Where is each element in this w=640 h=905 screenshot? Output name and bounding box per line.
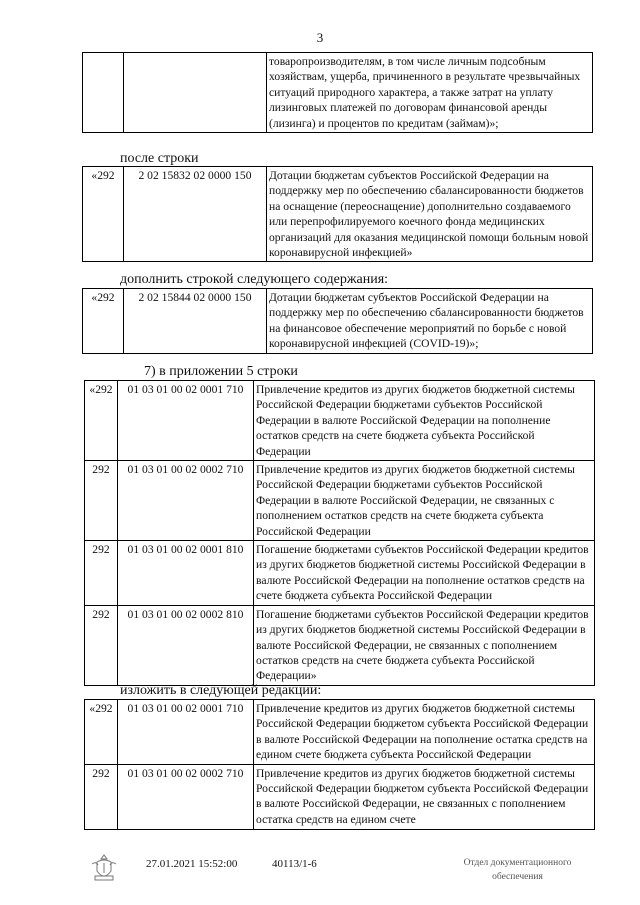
- admin-code-cell: «292: [85, 381, 118, 461]
- codes-table-new-row: [82, 288, 593, 354]
- table-body: [85, 700, 595, 830]
- source-code-cell: 01 03 01 00 02 0001 710: [118, 381, 254, 461]
- description-cell: Привлечение кредитов из других бюджетов бюджетной системы Российской Федерации бюджетами субъектов Российской Федерации в валюте Российской Федерации на пополнение остатков средств на счете бюджета субъекта Российской Федерации: [254, 381, 595, 461]
- admin-code-cell: «292: [85, 700, 118, 765]
- codes-table-continued: [82, 52, 593, 133]
- footer-datetime: 27.01.2021 15:52:00: [146, 858, 238, 870]
- description-cell: Погашение бюджетами субъектов Российской Федерации кредитов из других бюджетов бюджетной системы Российской Федерации в валюте Российской Федерации на пополнение остатков средств на счете бюджета субъекта Российской Федерации: [254, 541, 595, 606]
- admin-code-cell: 292: [85, 461, 118, 541]
- admin-code-cell: [83, 53, 124, 133]
- table-row: [85, 605, 595, 685]
- coat-of-arms-icon: [88, 852, 120, 884]
- description-cell: Дотации бюджетам субъектов Российской Федерации на поддержку мер по обеспечению сбалансированности бюджетов на финансовое обеспечение мероприятий по борьбе с новой коронавирусной инфекцией (COVID-19)»;: [267, 289, 593, 354]
- table-row: [83, 53, 593, 133]
- admin-code-cell: 292: [85, 605, 118, 685]
- source-code-cell: 01 03 01 00 02 0001 710: [118, 700, 254, 765]
- table-row: [85, 764, 595, 829]
- description-cell: Привлечение кредитов из других бюджетов бюджетной системы Российской Федерации бюджетами субъектов Российской Федерации в валюте Российской Федерации, не связанных с пополнением остатков средств на счете бюджета субъекта Российской Федерации: [254, 461, 595, 541]
- description-cell: товаропроизводителям, в том числе личным подсобным хозяйствам, ущерба, причиненного в результате чрезвычайных ситуаций природного характера, а также затрат на уплату лизинговых платежей по договорам финансовой аренды (лизинга) и процентов по кредитам (займам)»;: [267, 53, 593, 133]
- description-cell: Привлечение кредитов из других бюджетов бюджетной системы Российской Федерации бюджетом субъекта Российской Федерации в валюте Российской Федерации на пополнение остатка средств на едином счете бюджета субъекта Российской Федерации: [254, 700, 595, 765]
- description-cell: Привлечение кредитов из других бюджетов бюджетной системы Российской Федерации бюджетом субъекта Российской Федерации в валюте Российской Федерации, не связанных с пополнением остатка средств на едином счете: [254, 764, 595, 829]
- admin-code-cell: 292: [85, 764, 118, 829]
- table-body: [83, 53, 593, 133]
- instruction-new-wording: изложить в следующей редакции:: [120, 683, 322, 698]
- instruction-appendix-5: 7) в приложении 5 строки: [144, 364, 298, 379]
- admin-code-cell: 292: [85, 541, 118, 606]
- table-row: [85, 541, 595, 606]
- source-code-cell: 01 03 01 00 02 0002 710: [118, 461, 254, 541]
- source-code-cell: 01 03 01 00 02 0001 810: [118, 541, 254, 606]
- appendix-5-old-rows: [84, 380, 595, 686]
- footer-doc-number: 40113/1-6: [272, 858, 317, 870]
- appendix-5-new-rows: [84, 699, 595, 830]
- table-row: [85, 461, 595, 541]
- description-cell: Погашение бюджетами субъектов Российской Федерации кредитов из других бюджетов бюджетной системы Российской Федерации в валюте Российской Федерации, не связанных с пополнением остатков средств на счете бюджета субъекта Российской Федерации»: [254, 605, 595, 685]
- budget-code-cell: 2 02 15832 02 0000 150: [124, 167, 267, 262]
- budget-code-cell: 2 02 15844 02 0000 150: [124, 289, 267, 354]
- table-row: [85, 381, 595, 461]
- description-cell: Дотации бюджетам субъектов Российской Федерации на поддержку мер по обеспечению сбалансированности бюджетов на оснащение (переоснащение) дополнительно создаваемого или перепрофилируемого коечного фонда медицинских организаций для оказания медицинской помощи больным новой коронавирусной инфекцией»: [267, 167, 593, 262]
- table-row: [85, 700, 595, 765]
- stamp-line: обеспечения: [492, 872, 543, 882]
- instruction-after-row: после строки: [120, 151, 199, 166]
- table-body: [83, 289, 593, 354]
- source-code-cell: 01 03 01 00 02 0002 810: [118, 605, 254, 685]
- department-stamp: [435, 856, 600, 884]
- budget-code-cell: [124, 53, 267, 133]
- admin-code-cell: «292: [83, 167, 124, 262]
- table-body: [83, 167, 593, 262]
- table-body: [85, 381, 595, 686]
- table-row: [83, 167, 593, 262]
- stamp-line: Отдел документационного: [463, 858, 572, 868]
- source-code-cell: 01 03 01 00 02 0002 710: [118, 764, 254, 829]
- page-number: 3: [316, 30, 324, 45]
- table-row: [83, 289, 593, 354]
- admin-code-cell: «292: [83, 289, 124, 354]
- instruction-add-row: дополнить строкой следующего содержания:: [120, 272, 389, 287]
- codes-table-existing-row: [82, 166, 593, 262]
